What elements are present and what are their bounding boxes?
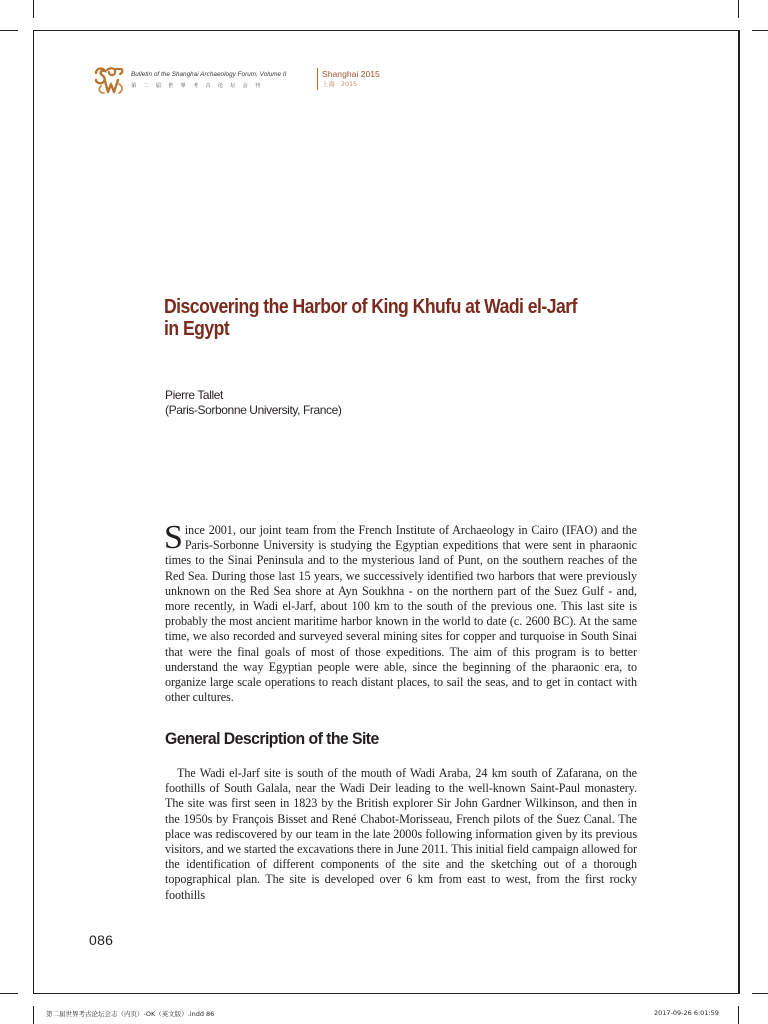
swaf-logo-icon [93,64,125,96]
intro-paragraph [164,519,637,705]
header-divider [317,68,318,90]
crop-mark [738,1006,739,1024]
drop-cap: S [164,519,183,556]
page-frame-left [33,30,34,994]
page-frame-right [738,30,740,994]
author-name: Pierre Tallet [165,388,223,402]
crop-mark [0,993,18,994]
crop-mark [0,30,18,31]
article-title: Discovering the Harbor of King Khufu at Wadi el-Jarf in Egypt [164,296,577,340]
author-block [165,388,342,417]
section-paragraph: The Wadi el-Jarf site is south of the mouth of Wadi Araba, 24 km south of Zafarana, on the foothills of South Galala, near the Wadi Deir leading to the well-known Saint-Paul monastery. The site was first seen in 1823 by the British explorer Sir John Gardner Wilkinson, and then in the 1950s by François Bisset and René Chabot-Morisseau, French pilots of the Suez Canal. The place was rediscovered by our team in the late 2000s following information given by its previous visitors, and we started the excavations there in June 2011. This initial field campaign allowed for the identification of different components of the site and the sketching out of a thorough topographical plan. The site is developed over 6 km from east to west, from the first rocky foothills [165,766,637,902]
journal-title-cjk: 第二届世界考古论坛会刊 [131,83,268,89]
crop-mark [33,1006,34,1024]
crop-mark [738,0,739,18]
journal-title: Bulletin of the Shanghai Archaeology Forum, Volume II [131,71,287,78]
page-number: 086 [89,932,114,948]
page-frame-top [34,30,738,31]
author-affiliation: (Paris-Sorbonne University, France) [165,402,342,417]
slug-timestamp: 2017-09-26 6:01:59 [654,1009,719,1017]
header-city-year-cjk: 上海 · 2015 [322,80,358,88]
crop-mark [752,993,768,994]
page-frame-bottom [34,993,738,994]
header-city-year: Shanghai 2015 [322,69,380,79]
intro-text: ince 2001, our joint team from the French Institute of Archaeology in Cairo (IFAO) and the Paris-Sorbonne University is studying the Egyptian expeditions that were sent in pharaonic times to the Sinai Peninsula and to the mysterious land of Punt, on the southern reaches of the Red Sea. During those last 15 years, we successively identified two harbors that were previously unknown on the Red Sea shore at Ayn Soukhna - on the northern part of the Suez Gulf - and, more recently, in Wadi el-Jarf, about 100 km to the south of the previous one. This last site is probably the most ancient maritime harbor known in the world to date (c. 2600 BC). At the same time, we also recorded and surveyed several mining sites for copper and turquoise in South Sinai that were the final goals of most of those expeditions. The aim of this program is to better understand the way Egyptian people were able, since the beginning of the pharaonic era, to organize large scale operations to reach distant places, to sail the seas, and to get in contact with other cultures. [165,523,637,705]
crop-mark [752,30,768,31]
crop-mark [33,0,34,18]
slug-file-name: 第二届世界考古论坛会志（内页）-OK（英文版）.indd 86 [46,1010,215,1018]
section-heading: General Description of the Site [165,729,379,748]
